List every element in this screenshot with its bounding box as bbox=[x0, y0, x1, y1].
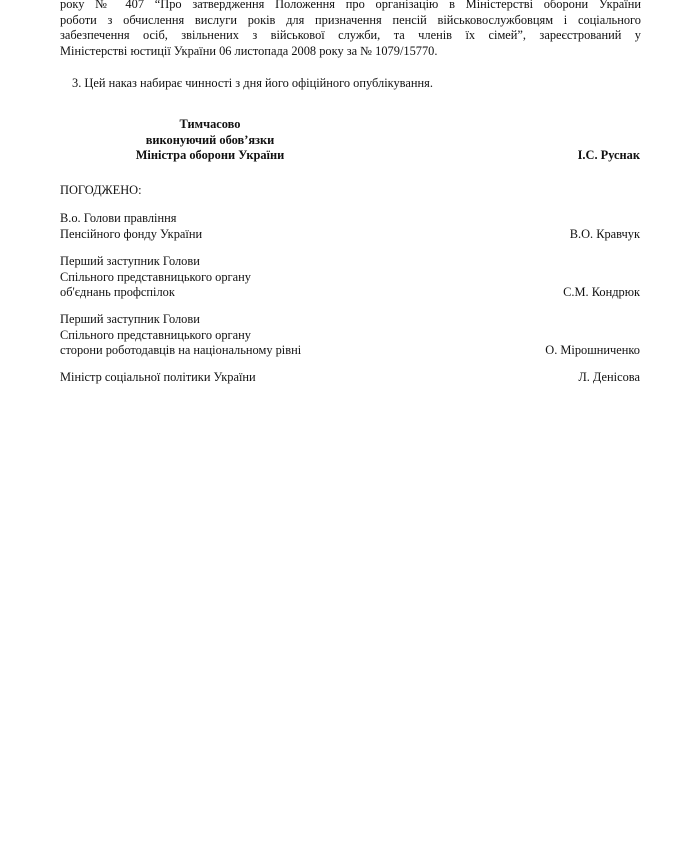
clause-3: 3. Цей наказ набирає чинності з дня його офіційного опублікування. bbox=[72, 76, 433, 90]
agreement-position-line: В.о. Голови правління bbox=[60, 211, 177, 225]
intro-line: роботи з обчислення вислуги років для призначення пенсій військовослужбовцям і соціального bbox=[60, 12, 641, 27]
agreement-position bbox=[60, 211, 640, 242]
intro-line: Міністерстві юстиції України 06 листопада 2008 року за № 1079/15770. bbox=[60, 43, 438, 58]
agreement-position bbox=[60, 370, 640, 386]
agreement-row bbox=[60, 370, 640, 386]
agreement-position-line: Спільного представницького органу bbox=[60, 269, 251, 284]
agreement-name: О. Мірошниченко bbox=[545, 343, 640, 357]
agreement-position-line: Пенсійного фонду України bbox=[60, 226, 203, 241]
agreement-name: Л. Денісова bbox=[578, 370, 640, 384]
agreement-position-line: сторони роботодавців на національному рівні bbox=[60, 343, 302, 357]
intro-line: забезпечення осіб, звільнених з військової служби, та членів їх сімей”, зареєстрований у bbox=[60, 28, 641, 42]
agreement-row bbox=[60, 254, 640, 301]
agreement-row bbox=[60, 312, 640, 359]
agreement-position-line: Перший заступник Голови bbox=[60, 312, 200, 326]
agreement-position-line: Міністр соціальної політики України bbox=[60, 370, 256, 384]
agreement-position bbox=[60, 254, 640, 301]
signatory-title-line: виконуючий обов’язки bbox=[145, 132, 275, 147]
signatory-title-line: Тимчасово bbox=[179, 117, 241, 131]
signatory-title-line: Міністра оборони України bbox=[135, 148, 285, 162]
intro-paragraph bbox=[60, 0, 641, 59]
agreement-row bbox=[60, 211, 640, 242]
agreement-position-line: Спільного представницького органу bbox=[60, 327, 251, 342]
agreement-position-line: Перший заступник Голови bbox=[60, 254, 200, 268]
agreement-name: С.М. Кондрюк bbox=[563, 285, 640, 299]
intro-line: року № 407 “Про затвердження Положення про організацію в Міністерстві оборони України bbox=[60, 0, 641, 11]
signatory-title bbox=[100, 117, 320, 164]
agreement-position-line: об'єднань профспілок bbox=[60, 285, 175, 299]
agreement-name: В.О. Кравчук bbox=[569, 226, 640, 241]
agreed-label: ПОГОДЖЕНО: bbox=[60, 183, 142, 197]
signatory-name: І.С. Руснак bbox=[577, 148, 640, 162]
